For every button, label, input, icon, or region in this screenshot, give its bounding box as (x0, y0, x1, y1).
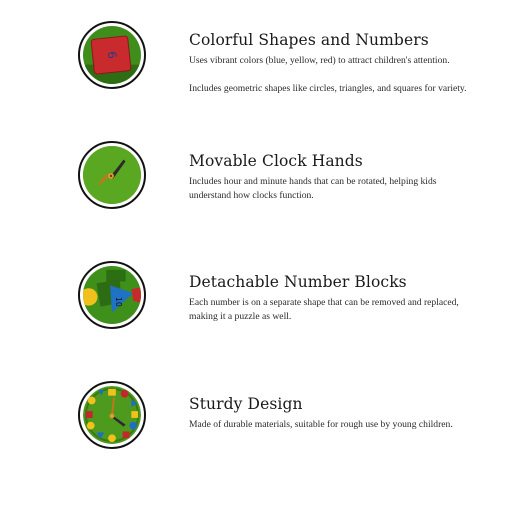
feature-description: Each number is on a separate shape that can be removed and replaced, making it a puzzle as well. (189, 297, 459, 322)
feature-description: Includes hour and minute hands that can be rotated, helping kids understand how clocks function. (189, 176, 437, 201)
red-number-block-icon (83, 26, 141, 84)
feature-description: Made of durable materials, suitable for rough use by young children. (189, 419, 453, 430)
feature-thumbnail (78, 261, 146, 329)
feature-thumbnail (78, 21, 146, 89)
svg-text:6: 6 (104, 50, 120, 60)
feature-thumbnail (78, 381, 146, 449)
feature-description: Includes geometric shapes like circles, triangles, and squares for variety. (189, 82, 467, 94)
feature-title: Sturdy Design (189, 395, 303, 413)
feature-thumbnail (78, 141, 146, 209)
feature-title: Detachable Number Blocks (189, 273, 407, 291)
feature-title: Movable Clock Hands (189, 152, 363, 170)
svg-text:10: 10 (113, 296, 123, 307)
clock-hands-icon (83, 146, 141, 204)
number-blocks-icon (83, 266, 141, 324)
feature-description: Uses vibrant colors (blue, yellow, red) to attract children's attention. (189, 55, 450, 66)
wooden-clock-icon (83, 386, 141, 444)
feature-title: Colorful Shapes and Numbers (189, 31, 429, 49)
